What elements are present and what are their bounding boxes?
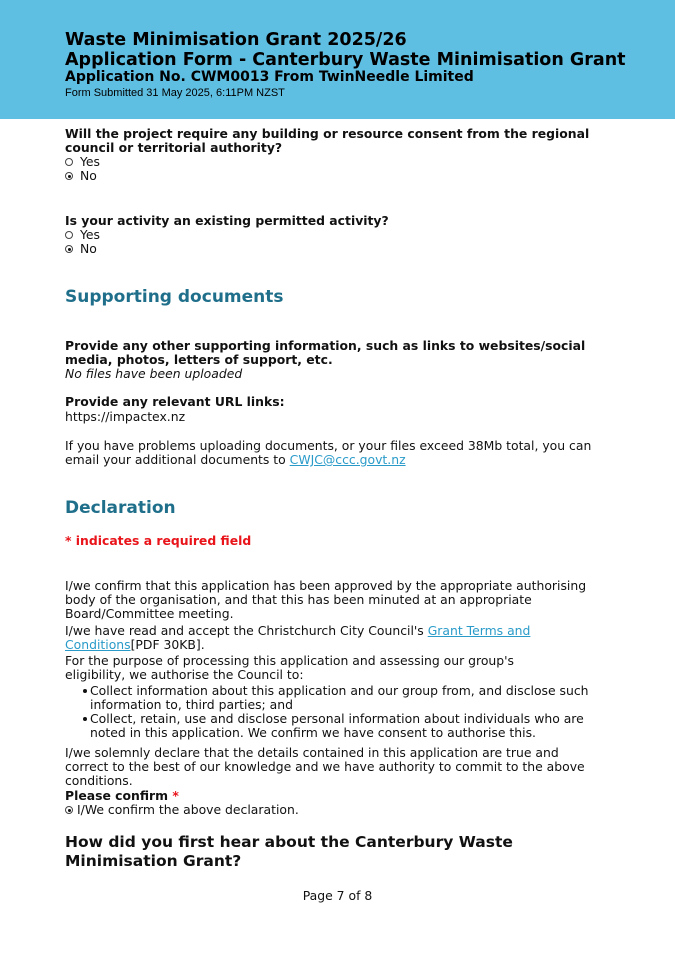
email-note: [65, 439, 605, 467]
list-item-text: Collect information about this application and our group from, and disclose such information to, third parties; and: [90, 683, 589, 712]
radio-selected-icon: [65, 245, 73, 253]
declaration-heading: Declaration: [65, 498, 176, 518]
option-label: No: [80, 241, 97, 256]
radio-unselected-icon: [65, 158, 73, 166]
option-label: Yes: [80, 227, 101, 242]
email-link[interactable]: CWJC@ccc.govt.nz: [289, 452, 406, 467]
option-label: No: [80, 168, 97, 183]
application-number: Application No. CWM0013 From TwinNeedle Limited: [65, 69, 474, 85]
url-links-label: Provide any relevant URL links:: [65, 394, 285, 409]
consent-option-no: [65, 169, 605, 183]
terms-prefix: I/we have read and accept the Christchurch City Council's: [65, 623, 428, 638]
permitted-question-label: Is your activity an existing permitted activity?: [65, 213, 389, 228]
option-label: I/We confirm the above declaration.: [77, 802, 299, 817]
list-item: [65, 712, 605, 740]
option-label: Yes: [80, 154, 101, 169]
form-header: [0, 0, 675, 119]
supporting-files-value: No files have been uploaded: [65, 366, 243, 381]
form-title: Application Form - Canterbury Waste Minimisation Grant: [65, 50, 626, 70]
declaration-terms-text: [65, 624, 590, 652]
confirm-declaration-option: [65, 803, 605, 817]
required-asterisk: *: [172, 788, 179, 803]
declaration-solemn-text: I/we solemnly declare that the details contained in this application are true and correct to the best of our knowledge and we have authority to commit to the above conditions.: [65, 745, 585, 788]
permitted-option-yes: [65, 228, 605, 242]
hear-about-heading: How did you first hear about the Canterbury Waste Minimisation Grant?: [65, 833, 513, 870]
url-links-value: https://impactex.nz: [65, 409, 186, 424]
bullet-icon: [83, 689, 87, 693]
please-confirm-label: [65, 789, 605, 803]
page-number: Page 7 of 8: [302, 888, 373, 903]
consent-question-label: Will the project require any building or resource consent from the regional council or territorial authority?: [65, 126, 590, 155]
radio-selected-icon: [65, 172, 73, 180]
radio-selected-icon: [65, 806, 73, 814]
supporting-documents-heading: Supporting documents: [65, 287, 284, 307]
grant-terms-link[interactable]: Grant Terms and Conditions: [65, 623, 531, 652]
declaration-authorise-text: For the purpose of processing this application and assessing our group's eligibility, we authorise the Council to:: [65, 653, 514, 682]
confirm-label-text: Please confirm: [65, 788, 173, 803]
bullet-icon: [83, 717, 87, 721]
list-item: [65, 684, 605, 712]
required-field-note: * indicates a required field: [65, 533, 252, 548]
list-item-text: Collect, retain, use and disclose personal information about individuals who are noted in this application. We confirm we have consent to authorise this.: [90, 711, 584, 740]
supporting-files-label: Provide any other supporting information, such as links to websites/social media, photos, letters of support, etc.: [65, 338, 586, 367]
terms-suffix: [PDF 30KB].: [130, 637, 205, 652]
consent-option-yes: [65, 155, 605, 169]
submitted-timestamp: Form Submitted 31 May 2025, 6:11PM NZST: [65, 87, 285, 99]
permitted-option-no: [65, 242, 605, 256]
email-note-text: If you have problems uploading documents, or your files exceed 38Mb total, you can email your additional documents to: [65, 438, 592, 467]
authorisation-list: [65, 684, 605, 740]
declaration-approval-text: I/we confirm that this application has been approved by the appropriate authorising body of the organisation, and that this has been minuted at an appropriate Board/Committee meeting.: [65, 578, 587, 621]
radio-unselected-icon: [65, 231, 73, 239]
grant-title: Waste Minimisation Grant 2025/26: [65, 30, 407, 50]
